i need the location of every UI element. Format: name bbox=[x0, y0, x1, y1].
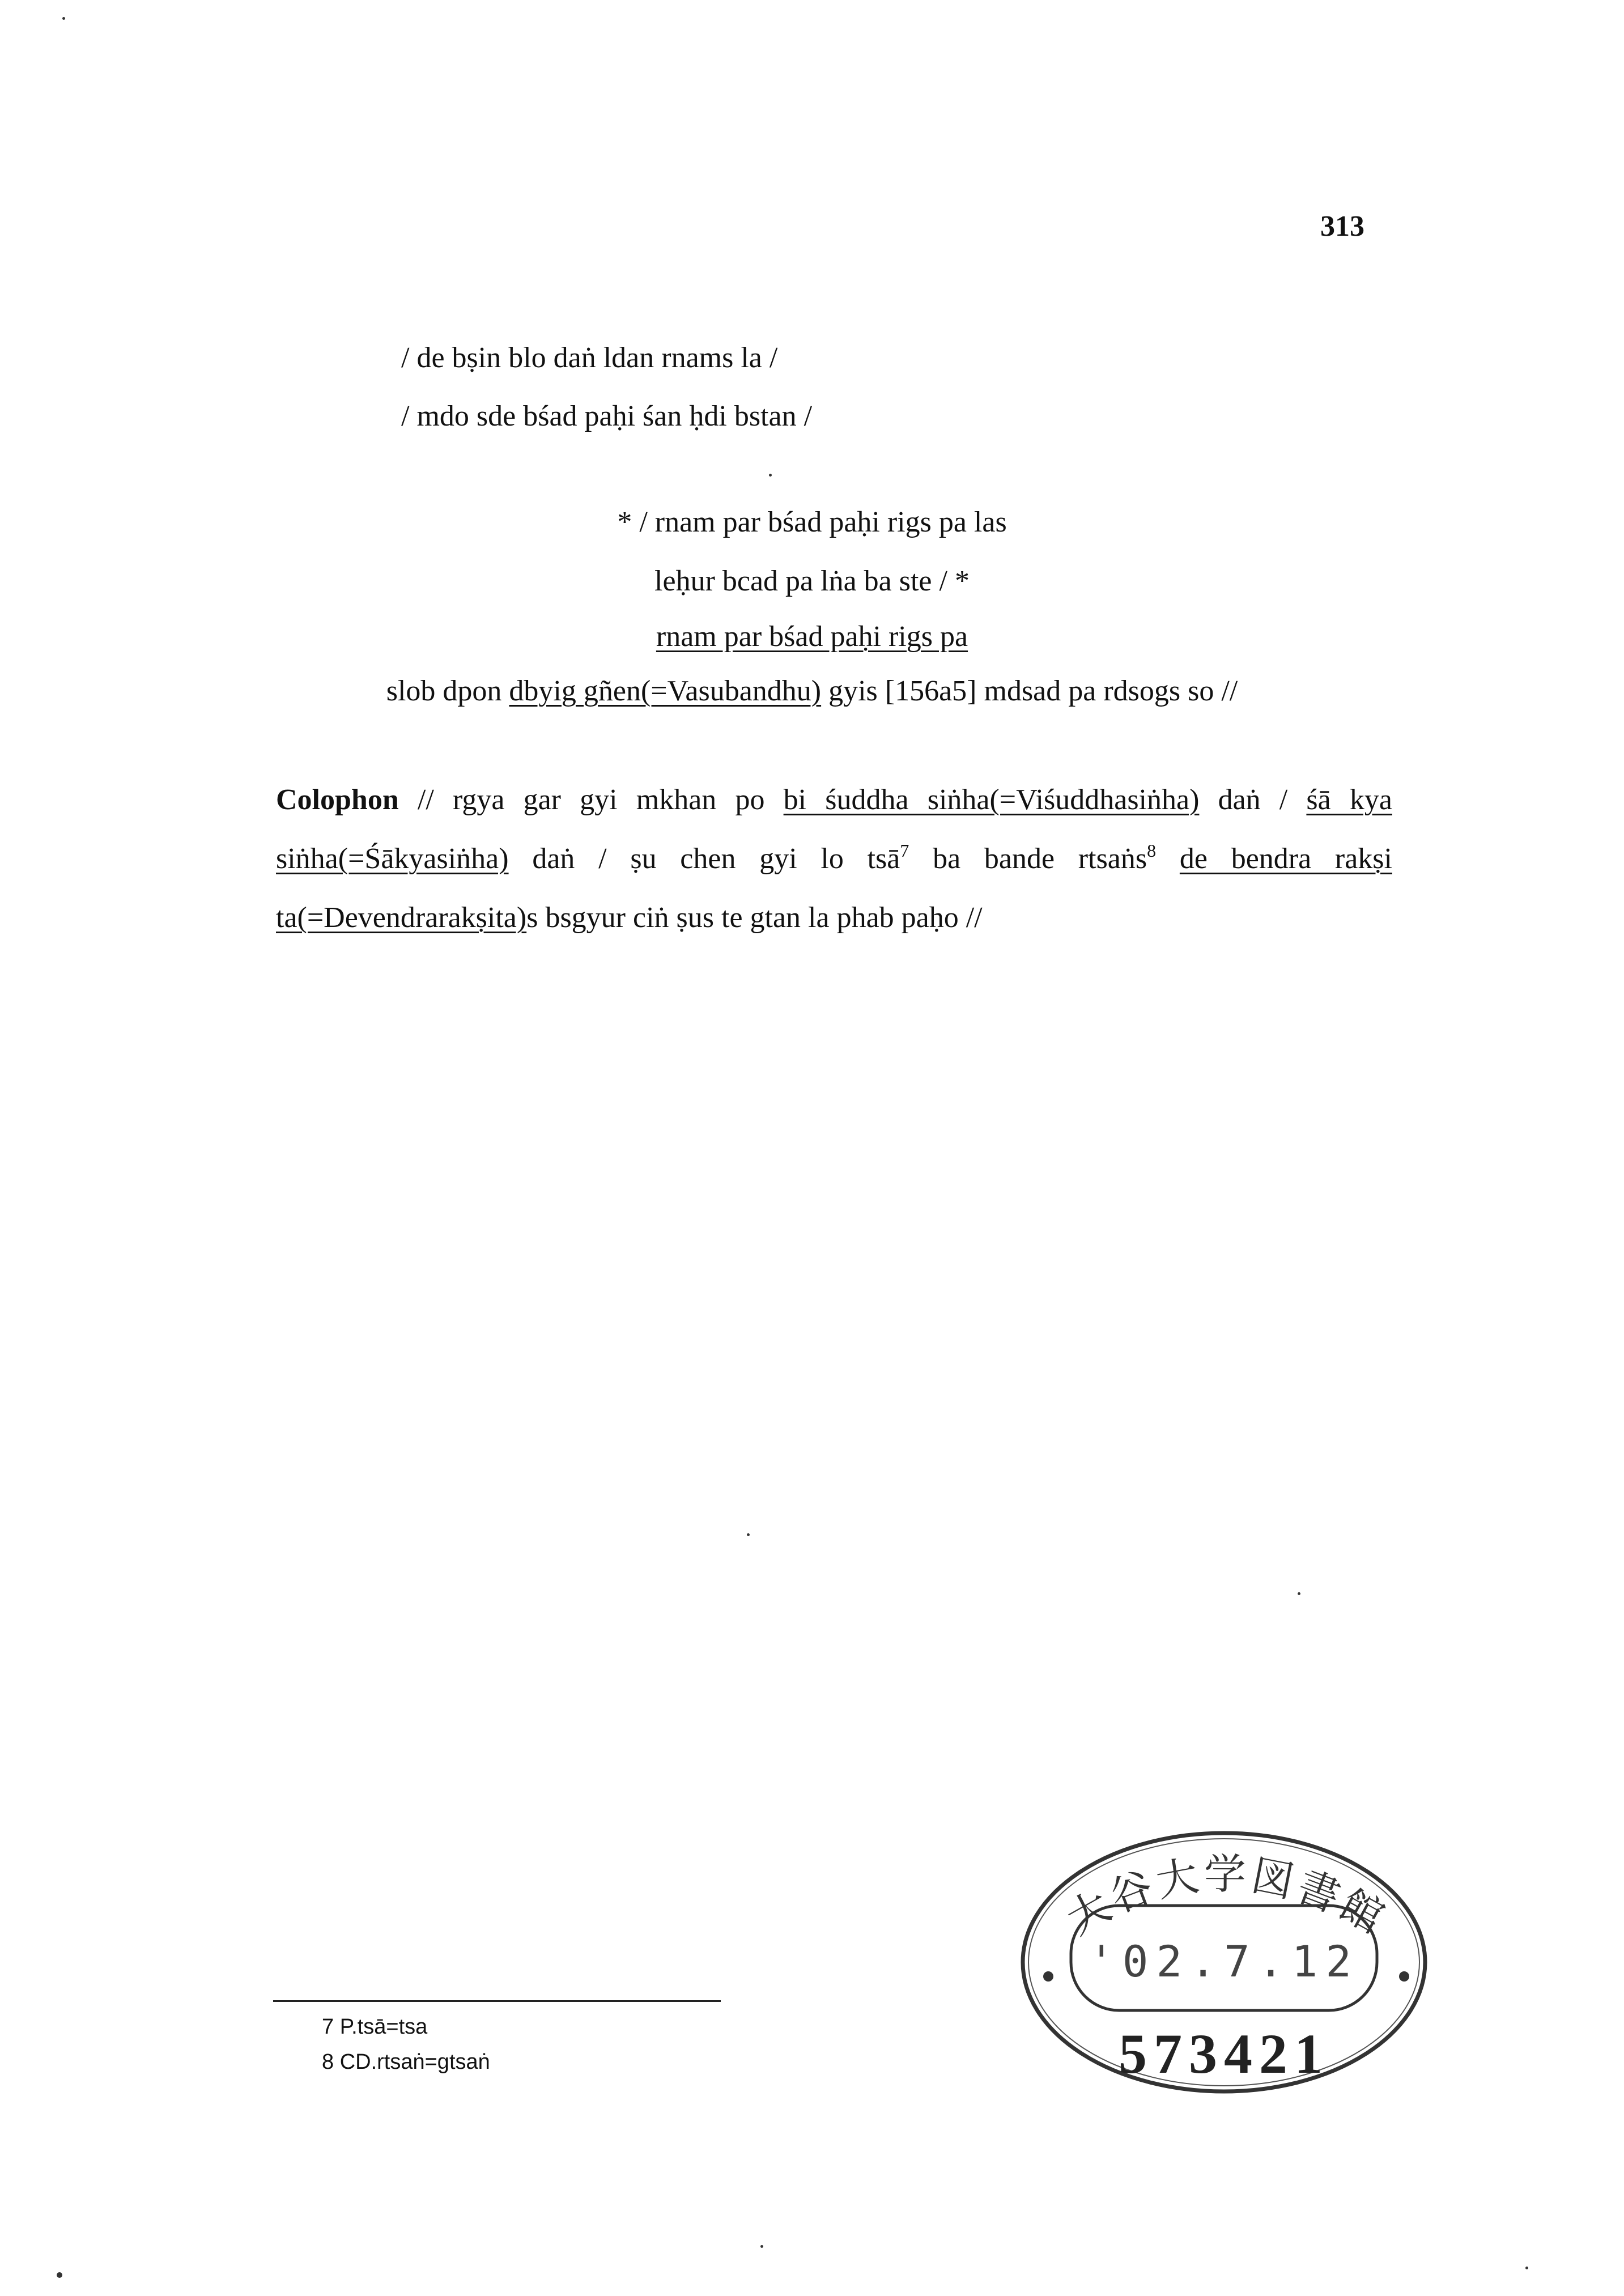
colophon-text-2: daṅ / bbox=[1199, 784, 1307, 816]
speck bbox=[747, 1533, 750, 1536]
speck bbox=[769, 474, 772, 477]
stamp-number: 573421 bbox=[1119, 2022, 1329, 2085]
colophon-text-1: // rgya gar gyi mkhan po bbox=[398, 784, 784, 816]
colophon-label: Colophon bbox=[276, 784, 399, 816]
chapter-end-line-1: * / rnam par bśad paḥi rigs pa las bbox=[617, 506, 1007, 538]
speck bbox=[1298, 1592, 1300, 1595]
colophon-name-1: bi śuddha siṅha(=Viśuddhasiṅha) bbox=[783, 784, 1200, 816]
footnote-7: 7 P.tsā=tsa bbox=[322, 2015, 428, 2039]
speck bbox=[1525, 2267, 1528, 2269]
verse-line-2: / mdo sde bśad paḥi śan ḥdi bstan / bbox=[401, 400, 813, 432]
library-stamp bbox=[1014, 1823, 1434, 2101]
speck bbox=[57, 2272, 62, 2278]
colophon-name-3: de bendra rakṣi ta(=Devendrarakṣita) bbox=[276, 843, 1392, 934]
author-prefix: slob dpon bbox=[386, 675, 509, 707]
colophon-text-6: s bsgyur ciṅ ṣus te gtan la phab paḥo // bbox=[526, 902, 983, 934]
footnote-ref-7: 7 bbox=[900, 840, 909, 861]
footnote-8: 8 CD.rtsaṅ=gtsaṅ bbox=[322, 2050, 490, 2074]
page-number: 313 bbox=[1320, 210, 1364, 243]
speck bbox=[62, 17, 65, 20]
speck bbox=[760, 2245, 763, 2248]
text-title: rnam par bśad paḥi rigs pa bbox=[656, 620, 968, 653]
colophon bbox=[276, 771, 1392, 947]
chapter-end-author-line bbox=[0, 674, 1624, 708]
stamp-date: '02.7.12 bbox=[1088, 1936, 1360, 1987]
colophon-text-3: daṅ / ṣu chen gyi lo tsā bbox=[508, 843, 900, 875]
author-name: dbyig gñen(=Vasubandhu) bbox=[509, 675, 822, 707]
author-suffix: gyis [156a5] mdsad pa rdsogs so // bbox=[821, 675, 1238, 707]
colophon-text-4: ba bande rtsaṅs bbox=[909, 843, 1147, 875]
stamp-institution: 大谷大学図書館 bbox=[1058, 1849, 1395, 1945]
chapter-end-line-2: leḥur bcad pa lṅa ba ste / * bbox=[654, 565, 970, 597]
footnote-rule bbox=[273, 2000, 721, 2002]
colophon-text-5 bbox=[1156, 843, 1180, 875]
verse-line-1: / de bṣin blo daṅ ldan rnams la / bbox=[401, 342, 778, 374]
colophon-name-2: śā kya siṅha(=Śākyasiṅha) bbox=[276, 784, 1392, 875]
footnote-ref-8: 8 bbox=[1147, 840, 1157, 861]
chapter-end-title bbox=[0, 620, 1624, 653]
